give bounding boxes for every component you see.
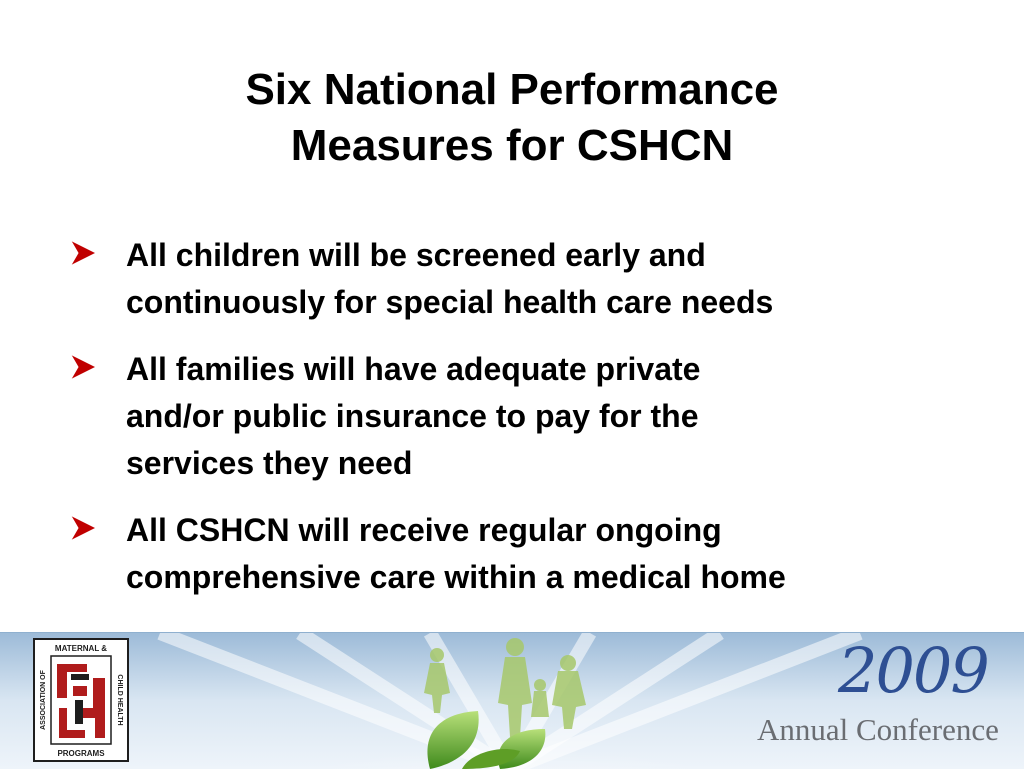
bullet-item-1 [62,232,982,326]
logo-text-right: CHILD HEALTH [116,674,123,726]
bullet-text-2a: All families will have adequate private [126,351,701,387]
slide-title-line-2: Measures for CSHCN [290,121,734,170]
arrow-bullet-icon [68,513,98,543]
bullet-text-2c: services they need [126,445,413,481]
bullet-item-3 [62,507,982,601]
bullet-text-3b: comprehensive care within a medical home [126,559,786,595]
bullet-list [62,232,982,621]
arrow-bullet-icon [68,352,98,382]
logo-text-top: MATERNAL & [54,644,108,653]
logo-text-bottom: PROGRAMS [57,749,105,758]
slide-title [0,62,1024,174]
bullet-text-3a: All CSHCN will receive regular ongoing [126,512,722,548]
slide-title-line-1: Six National Performance [245,65,779,114]
bullet-item-2 [62,346,982,487]
amchp-logo [33,638,129,762]
logo-text-left: ASSOCIATION OF [40,670,47,730]
conference-year: 2009 [838,634,988,707]
bullet-text-2b: and/or public insurance to pay for the [126,398,699,434]
bullet-text-1a: All children will be screened early and [126,237,706,273]
bullet-text-1b: continuously for special health care needs [126,284,774,320]
arrow-bullet-icon [68,238,98,268]
conference-name: Annual Conference [757,712,999,747]
